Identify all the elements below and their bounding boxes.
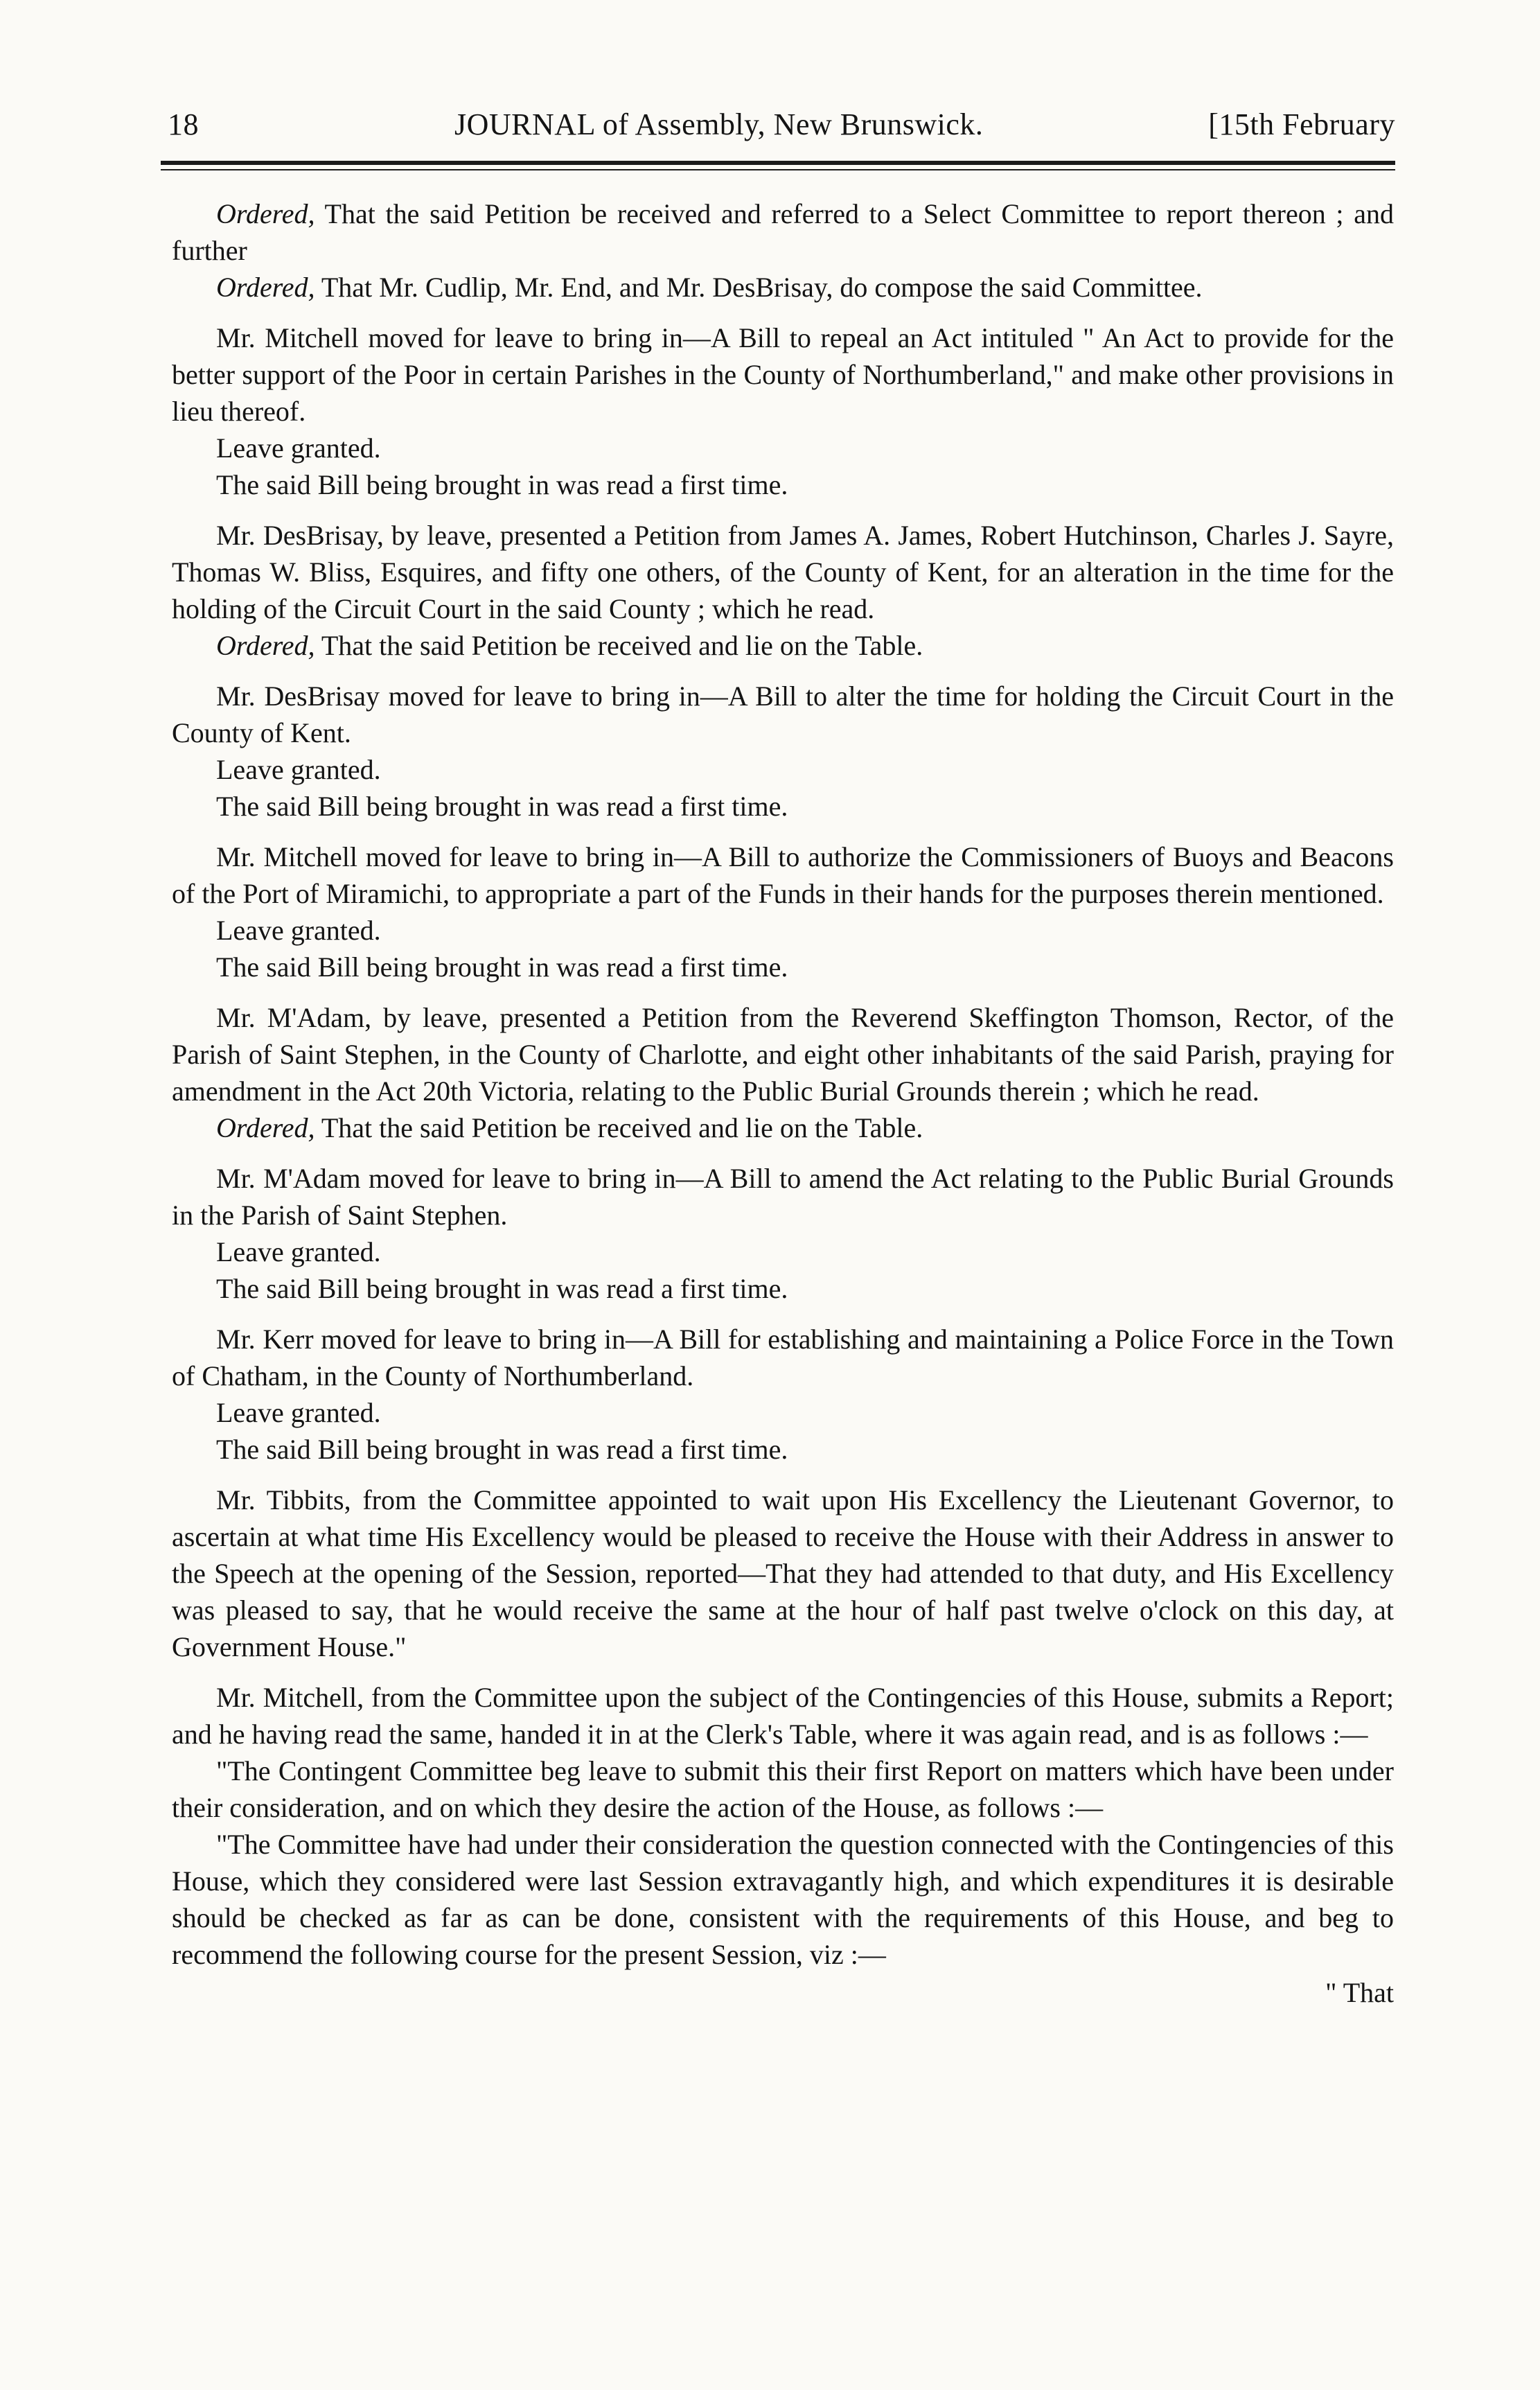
journal-paragraph [172,912,1394,949]
journal-paragraph [172,751,1394,788]
running-header [161,104,1395,152]
journal-paragraph [172,430,1394,466]
paragraph-text: Mr. Kerr moved for leave to bring in—A Bill for establishing and maintaining a Police Force in the Town of Chatham, in the County of Northumberland. [172,1324,1394,1391]
paragraph-text: Leave granted. [216,915,381,946]
paragraph-text: The said Bill being brought in was read a first time. [216,469,788,500]
catchword: " That [1325,1977,1394,2008]
journal-paragraph [172,269,1394,306]
journal-paragraph [172,195,1394,269]
paragraph-text: Mr. Mitchell moved for leave to bring in—A Bill to repeal an Act intituled " An Act to provide for the better support of the Poor in certain Parishes in the County of Northumberland," and make other provisions in lieu thereof. [172,322,1394,427]
journal-paragraph [172,319,1394,430]
paragraph-text: Mr. Mitchell moved for leave to bring in—A Bill to authorize the Commissioners of Buoys and Beacons of the Port of Miramichi, to appropriate a part of the Funds in their hands for the purposes therein mentioned. [172,841,1394,909]
journal-paragraph [172,1321,1394,1394]
paragraph-lead: Ordered, [216,1112,315,1143]
paragraph-text: The said Bill being brought in was read a first time. [216,791,788,822]
page-number: 18 [168,107,199,141]
paragraph-text: That the said Petition be received and lie on the Table. [315,630,923,661]
journal-paragraph [172,1679,1394,1752]
journal-title: JOURNAL of Assembly, New Brunswick. [454,107,984,141]
journal-paragraph [172,517,1394,627]
paragraph-lead: Ordered, [216,198,315,229]
header-date: [15th February [1208,107,1395,141]
journal-paragraph [172,466,1394,503]
journal-paragraph [172,788,1394,825]
paragraph-text: Mr. M'Adam moved for leave to bring in—A Bill to amend the Act relating to the Public Burial Grounds in the Parish of Saint Stephen. [172,1163,1394,1231]
paragraph-text: Mr. Tibbits, from the Committee appointed to wait upon His Excellency the Lieutenant Governor, to ascertain at what time His Excellency would be pleased to receive the House with their Address in answer to the Speech at the opening of the Session, reported—That they had attended to that duty, and His Excellency was pleased to say, that he would receive the same at the hour of half past twelve o'clock on this day, at Government House." [172,1484,1394,1662]
journal-paragraph [172,1270,1394,1307]
header-rule-thin [161,169,1395,170]
paragraph-lead: Ordered, [216,272,315,303]
journal-paragraph [172,1482,1394,1665]
journal-body [172,195,1394,2039]
header-rule-thick [161,161,1395,165]
journal-paragraph [172,1160,1394,1233]
paragraph-text: Leave granted. [216,1397,381,1428]
paragraph-text: Leave granted. [216,754,381,785]
paragraph-text: The said Bill being brought in was read a first time. [216,1434,788,1465]
paragraph-text: Leave granted. [216,432,381,464]
paragraph-lead: Ordered, [216,630,315,661]
paragraph-text: Mr. DesBrisay moved for leave to bring in—A Bill to alter the time for holding the Circuit Court in the County of Kent. [172,680,1394,748]
journal-paragraph [172,627,1394,664]
paragraph-text: Mr. Mitchell, from the Committee upon the subject of the Contingencies of this House, submits a Report; and he having read the same, handed it in at the Clerk's Table, where it was again read, and is as follows :— [172,1682,1394,1750]
paragraph-text: That the said Petition be received and referred to a Select Committee to report thereon ; and further [172,198,1394,266]
journal-paragraph [172,1394,1394,1431]
journal-paragraph [172,949,1394,985]
paragraph-text: "The Committee have had under their consideration the question connected with the Contingencies of this House, which they considered were last Session extravagantly high, and which expenditures it is desirable should be checked as far as can be done, consistent with the requirements of this House, and beg to recommend the following course for the present Session, viz :— [172,1829,1394,1970]
paragraph-text: Mr. M'Adam, by leave, presented a Petition from the Reverend Skeffington Thomson, Rector, of the Parish of Saint Stephen, in the County of Charlotte, and eight other inhabitants of the said Parish, praying for amendment in the Act 20th Victoria, relating to the Public Burial Grounds therein ; which he read. [172,1002,1394,1107]
paragraph-text: Mr. DesBrisay, by leave, presented a Petition from James A. James, Robert Hutchinson, Charles J. Sayre, Thomas W. Bliss, Esquires, and fifty one others, of the County of Kent, for an alteration in the time for the holding of the Circuit Court in the said County ; which he read. [172,520,1394,624]
journal-paragraph [172,1233,1394,1270]
journal-paragraph [172,999,1394,1109]
paragraph-text: The said Bill being brought in was read a first time. [216,1273,788,1304]
paragraph-text: Leave granted. [216,1236,381,1267]
journal-paragraph [172,1109,1394,1146]
paragraph-text: That Mr. Cudlip, Mr. End, and Mr. DesBrisay, do compose the said Committee. [315,272,1203,303]
journal-paragraph [172,1431,1394,1468]
paragraph-text: The said Bill being brought in was read a first time. [216,951,788,983]
journal-paragraph [172,838,1394,912]
paragraph-text: "The Contingent Committee beg leave to submit this their first Report on matters which have been under their consideration, and on which they desire the action of the House, as follows :— [172,1755,1394,1823]
paragraph-text: That the said Petition be received and lie on the Table. [315,1112,923,1143]
journal-paragraph [172,678,1394,751]
journal-paragraph [172,1826,1394,1973]
journal-paragraph [172,1752,1394,1826]
